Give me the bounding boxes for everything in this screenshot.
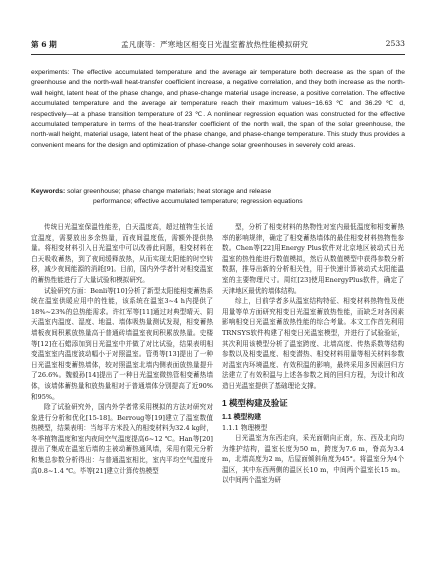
keywords-label: Keywords: — [31, 188, 66, 195]
subsubsection-heading-1-1-1: 1.1.1 物理模型 — [222, 423, 268, 432]
keywords — [31, 187, 405, 208]
paragraph-summary: 综上，目前学者多从温室结构特征、相变材料热物性及使用量等单方面研究相变日光温室蓄放热性能，而缺乏对各因素影响相变日光温室蓄放热性能的综合考量。本文工作首先利用TRNSYS软件构建了相变日光温室模型，并进行了试验验证，其次利用该模型分析了温室跨度、北墙高度、传热系数等结构参数以及相变温度、相变潜热、相变材料用量等相关材料参数对温室内环境温度、有效积温的影响，最终采用多因素回归方法建立了有效积温与上述各参数之间的回归方程，为设计和改造日光温室提供了基础理论支撑。 — [222, 297, 404, 390]
keywords-line-1: solar greenhouse; phase change materials; heat storage and release — [67, 188, 272, 195]
running-title: 孟凡康等：严寒地区相变日光温室蓄放热性能模拟研究 — [121, 40, 309, 49]
right-column — [222, 222, 404, 486]
left-column — [31, 222, 213, 476]
subsection-heading-1-1: 1.1 模型构建 — [222, 413, 262, 421]
paragraph-physical-model: 日光温室为东西走向，采光面朝向正南，东、西及北向均为维护结构，温室长度为50 m，跨度为7.6 m，脊高为3.4 m，北墙高度为2 m，后屋面倾斜角度为45°。将温室分为4个温区，其中东西两侧的温区长10 m，中间两个温室长15 m。以中间两个温室为研 — [222, 434, 404, 485]
section-heading-1: 1 模型构建及验证 — [222, 397, 288, 408]
issue-number: 第 6 期 — [31, 40, 57, 49]
paragraph-simulation: 除了试验研究外，国内外学者常采用模拟的方法对研究对象进行分析和优化[15-18]。Berroug等[19]建立了温室数值热模型，结果表明：当每平方米投入的相变材料为32.4 kg时，冬季植物温度和室内夜间空气温度提高6~12 ℃。Han等[20]提出了集成在温室后墙的主被动蓄热通风墙，采用有限元分析和集总参数分析得出：与普通温室相比，室内平均空气温度升高0.8~1.4 ℃。毕等[21]建立计算传热模型 — [31, 403, 213, 475]
header-rule — [31, 54, 405, 55]
abstract-text: experiments: The effective accumulated temperature and the average air temperature both decrease as the span of the greenhouse and the north-wall heat-transfer coefficient increase, a negative correlation, and they both increase as the north-wall height, latent heat of the phase change, and phase-change material usage increase, a positive correlation. The effective accumulated temperature and the average air temperature reach their maximum values−16.63 ℃ and 36.29 ℃ d, respectively—at a phase transition temperature of 23 ℃. A nonlinear regression equation was constructed for the effective accumulated temperature in terms of the heat-transfer coefficient of the north wall, the span of the solar greenhouse, the north-wall height, material usage, latent heat of the phase change, and phase-change temperature. This study thus provides a convenient means for the design and optimization of phase-change solar greenhouses in severely cold areas. — [31, 69, 405, 149]
page-header — [31, 38, 405, 52]
paragraph-intro: 传统日光温室保温性能差，白天温度高，超过植物生长适宜温度，需要放出多余热量，而夜间温度低，需额外提供热量。将相变材料引入日光温室中可以改善此问题，相变材料在白天吸收蓄热，到了夜间缓释放热，从而实现太阳能的时空转移，减少夜间能源的消耗[9]。目前，国内外学者针对相变温室的蓄热性能进行了大量试验和模拟研究。 — [31, 223, 213, 284]
page-number: 2533 — [385, 39, 405, 48]
keywords-line-2: performance; effective accumulated temperature; regression equations — [93, 198, 303, 206]
paragraph-experimental: 试验研究方面：Benli等[10]分析了新型太阳能相变蓄热系统在温室供暖应用中的性能，该系统在温室3~4 h内提供了18%~23%的总热能需求。许红军等[11]通过对典型晴天、阴天温室内温度、湿度、地温、墙体吸热量测试发现，相变蓄热墙板夜间积累放热量高于普通砖墙温室夜间积累放热量。史楼等[12]在石蜡添加到日光温室中并做了对比试验，结果表明相变温室室内温度波动幅小于对照温室。管勇等[13]提出了一种日光温室相变蓄热墙体，较对照温室北墙内侧表面放热量提升了26.6%。魏毅孙[14]提出了一种日光温室微热管相变蓄热墙体，该墙体蓄热量和放热量相对于普通墙体分别提高了近90%和95%。 — [31, 286, 213, 401]
paragraph-simulation-cont: 型，分析了相变材料的热物性对室内最低温度和相变蓄热率的影响规律，确定了相变蓄热墙体的最佳相变材料热物性参数。Chen等[22]用Energy Plus软件对北京地区被动式日光温室的热性能进行数值模拟，然后从数值模型中获得参数分析数据，推导出新的分析相关性，用于快速计算被动式太阳能温室的主要物理尺寸。周红[23]使用EnergyPlus软件，确定了天津地区最优的墙体结构。 — [222, 223, 404, 295]
